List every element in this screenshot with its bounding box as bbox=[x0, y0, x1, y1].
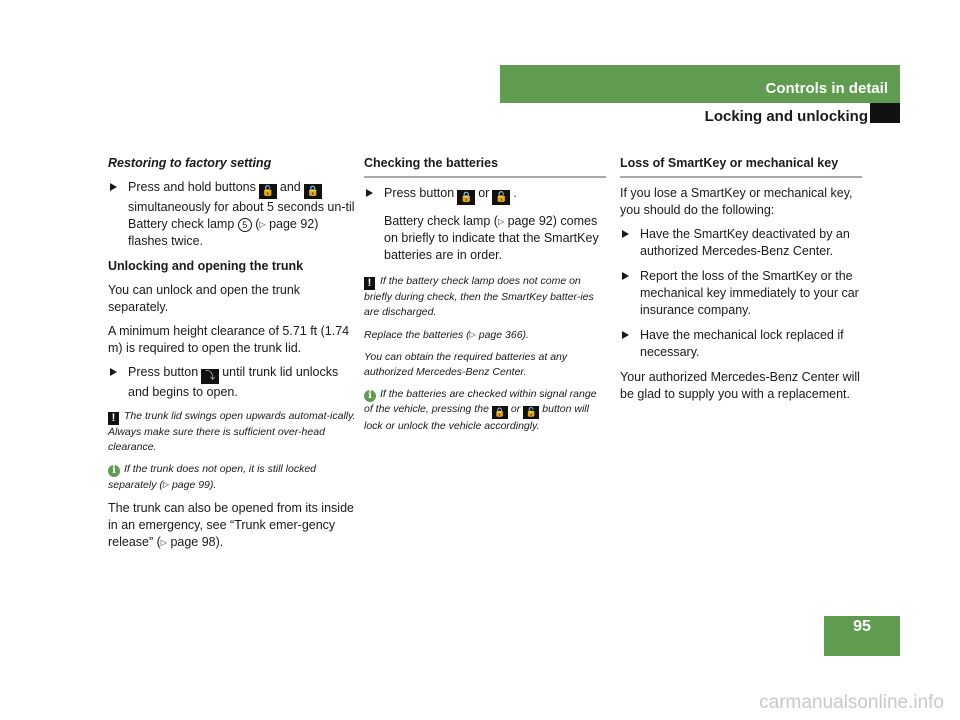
bullet-batteries: Press button 🔒 or 🔓 . bbox=[364, 185, 606, 205]
section-title: Controls in detail bbox=[765, 80, 888, 97]
bullet-arrow-icon bbox=[110, 368, 117, 376]
column-2 bbox=[364, 155, 606, 441]
bullet-arrow-icon bbox=[622, 230, 629, 238]
page-ref-icon: ▷ bbox=[497, 217, 505, 226]
unlock-key-icon: 🔓 bbox=[492, 190, 510, 205]
watermark: carmanualsonline.info bbox=[759, 692, 944, 713]
heading-trunk: Unlocking and opening the trunk bbox=[108, 259, 304, 273]
column-3 bbox=[620, 155, 862, 410]
subsection-title: Locking and unlocking bbox=[704, 108, 868, 125]
page-ref-icon: ▷ bbox=[160, 538, 167, 547]
info-note: i If the batteries are checked within signal range of the vehicle, pressing the 🔒 or 🔓 button will lock or unlock the vehicle accordingly. bbox=[364, 388, 597, 432]
bullet-report: Report the loss of the SmartKey or the mechanical key immediately to your car insurance company. bbox=[620, 268, 862, 319]
note-obtain: You can obtain the required batteries at any authorized Mercedes-Benz Center. bbox=[364, 351, 568, 378]
page-ref-icon: ▷ bbox=[162, 480, 170, 489]
heading-loss: Loss of SmartKey or mechanical key bbox=[620, 155, 862, 178]
bullet-trunk: Press button ⤵ until trunk lid unlocks and begins to open. bbox=[108, 364, 356, 401]
warning-icon: ! bbox=[108, 412, 119, 425]
unlock-key-icon: 🔓 bbox=[523, 406, 539, 419]
header-tab-marker bbox=[870, 103, 900, 123]
warning-note: ! The trunk lid swings open upwards automat-ically. Always make sure there is sufficient over-head clearance. bbox=[108, 410, 356, 453]
lock-key-icon: 🔒 bbox=[492, 406, 508, 419]
warning-icon: ! bbox=[364, 277, 375, 290]
column-1 bbox=[108, 155, 356, 558]
lock-key-icon: 🔒 bbox=[457, 190, 475, 205]
heading-restore: Restoring to factory setting bbox=[108, 156, 272, 170]
page-ref-icon: ▷ bbox=[259, 220, 266, 229]
bullet-replace-lock: Have the mechanical lock replaced if necessary. bbox=[620, 327, 862, 361]
info-icon: i bbox=[364, 390, 376, 402]
bullet-arrow-icon bbox=[366, 189, 373, 197]
bullet-arrow-icon bbox=[622, 272, 629, 280]
para-loss-outro: Your authorized Mercedes-Benz Center will be glad to supply you with a replacement. bbox=[620, 370, 860, 401]
unlock-key-icon: 🔓 bbox=[259, 184, 277, 199]
callout-number: 5 bbox=[238, 218, 252, 232]
info-note: i If the trunk does not open, it is still locked separately (▷ page 99). bbox=[108, 463, 317, 491]
lock-key-icon: 🔒 bbox=[304, 184, 322, 199]
para-trunk-1: You can unlock and open the trunk separately. bbox=[108, 283, 301, 314]
para-trunk-2: A minimum height clearance of 5.71 ft (1.74 m) is required to open the trunk lid. bbox=[108, 324, 350, 355]
info-icon: i bbox=[108, 465, 120, 477]
trunk-key-icon: ⤵ bbox=[201, 369, 219, 384]
heading-batteries: Checking the batteries bbox=[364, 155, 606, 178]
bullet-arrow-icon bbox=[110, 183, 117, 191]
bullet-restore: Press and hold buttons 🔓 and 🔒 simultaneously for about 5 seconds un-til Battery check lamp 5 (▷ page 92) flashes twice. bbox=[108, 179, 356, 250]
page-ref-icon: ▷ bbox=[469, 330, 476, 339]
bullet-deactivate: Have the SmartKey deactivated by an authorized Mercedes-Benz Center. bbox=[620, 226, 862, 260]
para-battery-lamp: Battery check lamp (▷ page 92) comes on briefly to indicate that the SmartKey batteries are in order. bbox=[384, 214, 599, 262]
note-replace: Replace the batteries (▷ page 366). bbox=[364, 329, 529, 341]
para-loss-intro: If you lose a SmartKey or mechanical key, you should do the following: bbox=[620, 186, 853, 217]
para-emergency: The trunk can also be opened from its inside in an emergency, see “Trunk emer-gency release” (▷ page 98). bbox=[108, 501, 354, 549]
page-number: 95 bbox=[853, 618, 871, 635]
bullet-arrow-icon bbox=[622, 331, 629, 339]
warning-note: ! If the battery check lamp does not come on briefly during check, then the SmartKey batter-ies are discharged. bbox=[364, 275, 594, 318]
